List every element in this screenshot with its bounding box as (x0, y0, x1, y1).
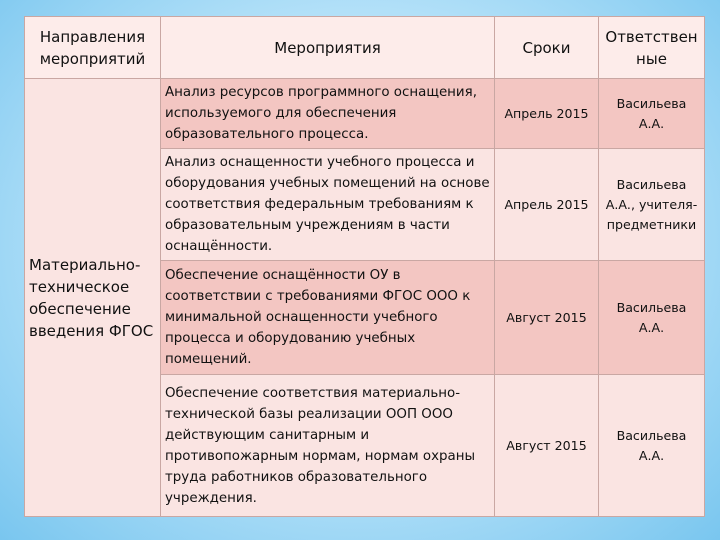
event-cell: Обеспечение соответствия материально-технической базы реализации ООП ООО действующим санитарным и противопожарным нормам, нормам охраны труда работников образовательного учреждения. (161, 375, 495, 517)
date-cell: Апрель 2015 (495, 149, 599, 261)
header-dates: Сроки (495, 17, 599, 79)
table-row (25, 79, 705, 149)
date-cell: Август 2015 (495, 261, 599, 375)
direction-cell: Материально-техническое обеспечение введения ФГОС (25, 79, 161, 517)
responsible-cell: Васильева А.А. (599, 261, 705, 375)
events-table (24, 16, 705, 517)
event-cell: Обеспечение оснащённости ОУ в соответствии с требованиями ФГОС ООО к минимальной оснащенности учебного процесса и оборудованию учебных помещений. (161, 261, 495, 375)
responsible-cell: Васильева А.А. (599, 375, 705, 517)
event-cell: Анализ ресурсов программного оснащения, используемого для обеспечения образовательного процесса. (161, 79, 495, 149)
header-direction: Направления мероприятий (25, 17, 161, 79)
event-cell: Анализ оснащенности учебного процесса и оборудования учебных помещений на основе соответствия федеральным требованиям к образовательным учреждениям в части оснащённости. (161, 149, 495, 261)
date-cell: Апрель 2015 (495, 79, 599, 149)
table-header-row (25, 17, 705, 79)
date-cell: Август 2015 (495, 375, 599, 517)
header-events: Мероприятия (161, 17, 495, 79)
responsible-cell: Васильева А.А., учителя-предметники (599, 149, 705, 261)
header-responsible: Ответствен ные (599, 17, 705, 79)
responsible-cell: Васильева А.А. (599, 79, 705, 149)
